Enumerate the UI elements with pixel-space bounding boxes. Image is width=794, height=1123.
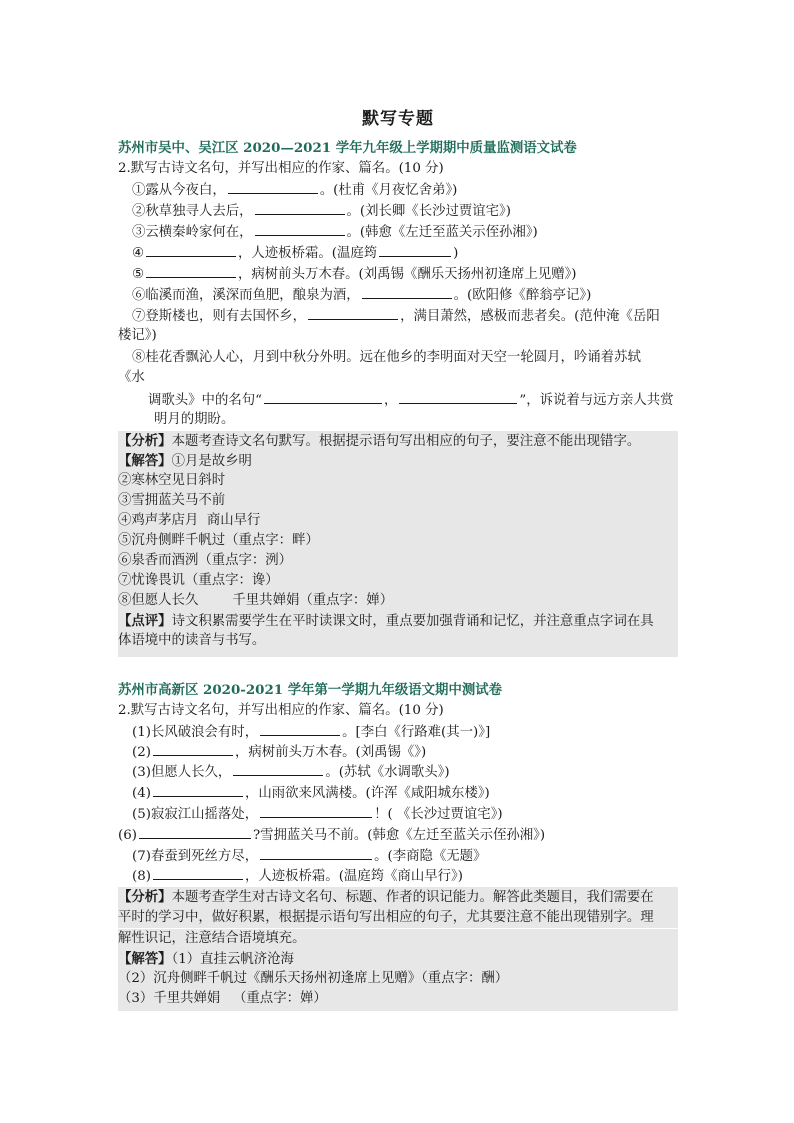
answer-blank [379,243,451,257]
section1-item-1: ①露从今夜白， 。(杜甫《月夜忆舍弟》) [118,180,692,201]
section1-answer-3: ③雪拥蓝关马不前 [118,491,678,511]
answer-blank [146,264,236,278]
answer-blank [260,804,372,818]
section1-item-8-cont: 《水 [118,370,145,385]
answer-blank [399,390,517,404]
section1-item-3: ③云横秦岭家何在， 。(韩愈《左迁至蓝关示侄孙湘》) [118,222,692,243]
section1-item-8: ⑧桂花香飘沁人心，月到中秋分外明。远在他乡的李明面对天空一轮圆月，吟诵着苏轼 [132,350,641,365]
section2-question: 2.默写古诗文名句，并写出相应的作家、篇名。(10 分) [118,703,444,718]
section2-item-5: (5)寂寂江山摇落处， ！( 《长沙过贾谊宅》) [118,804,692,825]
section2-source: 苏州市高新区 2020-2021 学年第一学期九年级语文期中测试卷 [118,682,503,698]
section1-answer-8: ⑧但愿人长久 千里共婵娟（重点字：婵） [118,591,678,611]
section1-item-7-cont: 楼记》) [118,328,157,343]
section1-question: 2.默写古诗文名句，并写出相应的作家、篇名。(10 分) [118,161,444,176]
section2-item-6: (6) ?雪拥蓝关马不前。(韩愈《左迁至蓝关示侄孙湘》) [118,825,678,846]
section1-analysis: 【分析】本题考查诗文名句默写。根据提示语句写出相应的句子，要注意不能出现错字。 [118,431,678,452]
section1-answer-1: 【解答】①月是故乡明 [118,451,678,472]
section1-comment-cont: 体语境中的读音与书写。 [118,631,678,657]
answer-blank [146,243,236,257]
section2-item-2: (2) ，病树前头万木春。(刘禹锡《》) [118,742,692,763]
section1-item-2: ②秋草独寻人去后， 。(刘长卿《长沙过贾谊宅》) [118,201,692,222]
answer-blank [362,285,452,299]
section1-comment: 【点评】诗文积累需要学生在平时读课文时，重点要加强背诵和记忆，并注意重点字词在具 [118,611,678,632]
answer-blank [255,222,345,236]
answer-blank [153,783,243,797]
page-title: 默写专题 [362,109,434,129]
section2-item-4: (4) ，山雨欲来风满楼。(许浑《咸阳城东楼》) [118,783,692,804]
section1-item-5: ⑤ ，病树前头万木春。(刘禹锡《酬乐天扬州初逢席上见赠》) [118,264,692,285]
answer-blank [228,180,318,194]
section1-answer-5: ⑤沉舟侧畔千帆过（重点字：畔） [118,531,678,551]
answer-blank [233,762,323,776]
section1-item-8-end: 明月的期盼。 [154,412,235,427]
answer-blank [139,825,251,839]
section2-answer-2: （2）沉舟侧畔千帆过《酬乐天扬州初逢席上见赠》（重点字：酬） [118,969,678,989]
answer-blank [260,846,372,860]
section1-source: 苏州市吴中、吴江区 2020—2021 学年九年级上学期期中质量监测语文试卷 [118,140,577,156]
section1-answer-4: ④鸡声茅店月 商山早行 [118,511,678,531]
section2-analysis: 【分析】本题考查学生对古诗文名句、标题、作者的识记能力。解答此类题目，我们需要在 [118,887,678,908]
section2-analysis-cont-2: 解性识记，注意结合语境填充。 [118,929,678,949]
section2-item-3: (3)但愿人长久， 。(苏轼《水调歌头》) [118,762,692,783]
section1-answer-7: ⑦忧谗畏讥（重点字：谗） [118,571,678,591]
answer-blank [153,866,243,880]
section1-answer-2: ②寒林空见日斜时 [118,471,678,491]
section1-answer-6: ⑥泉香而酒洌（重点字：洌） [118,551,678,571]
section2-item-7: (7)春蚕到死丝方尽， 。(李商隐《无题》 [118,846,692,867]
answer-blank [153,742,233,756]
section2-answer-3: （3）千里共婵娟 （重点字：婵） [118,989,678,1011]
section1-item-4: ④ ，人迹板桥霜。(温庭筠 ) [118,243,692,264]
answer-blank [255,201,345,215]
answer-blank [260,722,340,736]
section2-answer-1: 【解答】（1）直挂云帆济沧海 [118,949,678,970]
section1-item-8-line: 调歌头》中的名句“ ， ”，诉说着与远方亲人共赏 [118,390,708,411]
answer-blank [264,390,382,404]
section2-item-8: (8) ，人迹板桥霜。(温庭筠《商山早行》) [118,866,692,887]
answer-blank [308,306,398,320]
section2-item-1: (1)长风破浪会有时， 。[李白《行路难(其一)》] [118,722,692,743]
section1-item-7: ⑦登斯楼也，则有去国怀乡， ，满目萧然，感极而悲者矣。(范仲淹《岳阳 [118,306,692,327]
section2-analysis-cont-1: 平时的学习中，做好积累，根据提示语句写出相应的句子，尤其要注意不能出现错别字。理 [118,908,678,928]
section1-item-6: ⑥临溪而渔，溪深而鱼肥，酿泉为酒， 。(欧阳修《醉翁亭记》) [118,285,692,306]
